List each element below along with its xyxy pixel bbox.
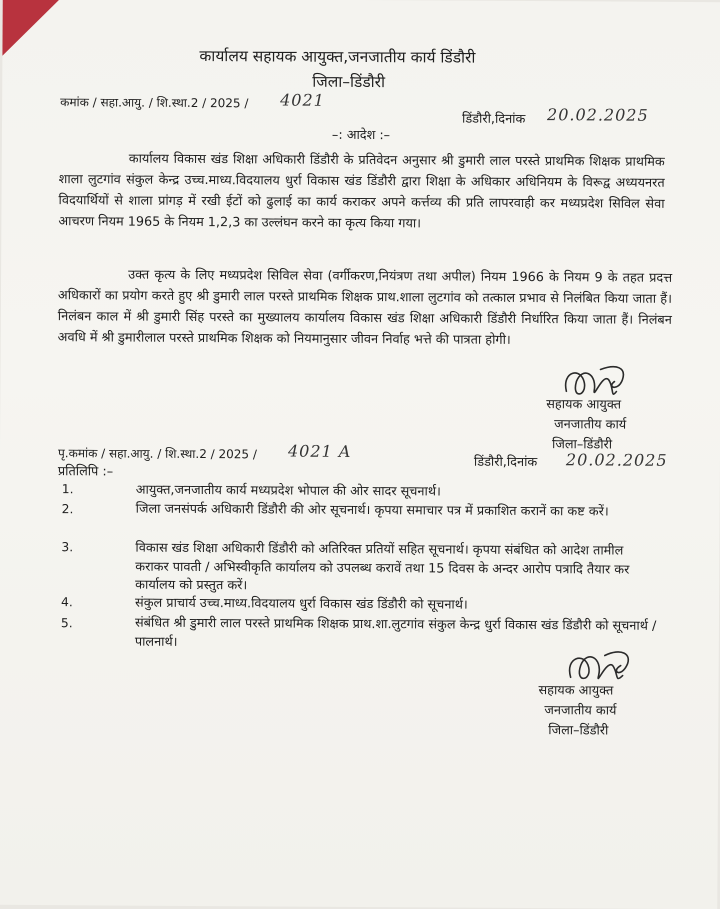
copy-item-text: विकास खंड शिक्षा अधिकारी डिंडौरी को अतिरिक्त प्रतियों सहित सूचनार्थ। कृपया संबंधित को आदेश तामील कराकर पावती / अभिस्वीकृति कार्यालय को उपलब्ध करावें तथा 15 दिवस के अन्दर आरोप पत्रादि तैयार कर कार्यालय को प्रस्तुत करें।: [135, 540, 630, 594]
copy-place-date-label: डिंडौरी,दिनांक: [473, 454, 538, 471]
copy-item-number: 4.: [61, 595, 73, 610]
order-place-date-label: डिंडौरी,दिनांक: [461, 111, 526, 128]
copy-item-text: जिला जनसंपर्क अधिकारी डिंडौरी की ओर सूचनार्थ। कृपया समाचार पत्र में प्रकाशित करानें का कष्ट करें।: [135, 501, 609, 520]
corner-fold-decoration: [2, 0, 60, 56]
order-ref-number: 4021: [280, 90, 325, 110]
order-paragraph-1: कार्यालय विकास खंड शिक्षा अधिकारी डिंडौरी के प्रतिवेदन अनुसार श्री डुमारी लाल परस्ते प्राथमिक शिक्षक प्राथमिक शाला लुटगांव संकुल केन्द्र उच्च.माध्य.विदयालय धुर्रा विकास खंड डिंडौरी द्वारा शिक्षा के अधिकार अधिनियम के विरूद्व अध्ययनरत विदयार्थियों से शाला प्रांगड़ में रखी ईटों को ढुलाई का कार्य कराकर अपने कर्त्तव्य की प्रति लापरवाही कर मध्यप्रदेश सिविल सेवा आचरण नियम 1965 के नियम 1,2,3 का उल्लंघन करने का कृत्य किया गया।: [58, 151, 665, 232]
copy-item-number: 1.: [61, 482, 74, 497]
office-heading: कार्यालय सहायक आयुक्त,जनजातीय कार्य डिंडौरी: [199, 47, 476, 67]
order-date: 20.02.2025: [547, 105, 649, 125]
order-ref-label: कमांक / सहा.आयु. / शि.स्था.2 / 2025 /: [60, 95, 249, 111]
signature-2-designation: सहायक आयुक्त: [538, 683, 614, 699]
signature-2-district: जिला–डिंडौरी: [548, 723, 609, 739]
order-paragraph-2: उक्त कृत्य के लिए मध्यप्रदेश सिविल सेवा (वर्गीकरण,नियंत्रण तथा अपील) नियम 1966 के नियम 9 के तहत प्रदत्त अधिकारों का प्रयोग करते हुए श्री डुमारी लाल परस्ते प्राथमिक शिक्षक प्राथ.शाला लुटगांव को तत्काल प्रभाव से निलंबित किया जाता हैं। निलंबन काल में श्री डुमारी सिंह परस्ते का मुख्यालय कार्यालय विकास खंड शिक्षा अधिकारी डिंडौरी निर्धारित किया जाता हैं। निलंबन अवधि में श्री डुमारीलाल परस्ते प्राथमिक शिक्षक को नियमानुसार जीवन निर्वाह भत्ते की पात्रता होगी।: [57, 267, 673, 348]
copy-prefix: प्रतिलिपि :–: [57, 464, 114, 480]
copy-item-text: संबंधित श्री डुमारी लाल परस्ते प्राथमिक शिक्षक प्राथ.शा.लुटगांव संकुल केन्द्र धुर्रा विकास खंड डिंडौरी को सूचनार्थ / पालनार्थ।: [134, 615, 657, 650]
signature-2-department: जनजातीय कार्य: [544, 703, 617, 719]
copy-ref-label: पृ.कमांक / सहा.आयु. / शि.स्था.2 / 2025 /: [57, 446, 257, 462]
copy-item-number: 3.: [61, 540, 74, 555]
order-title: –: आदेश :–: [331, 127, 391, 144]
copy-date: 20.02.2025: [565, 450, 668, 470]
copy-item-text: संकुल प्राचार्य उच्च.माध्य.विदयालय धुर्रा विकास खंड डिंडौरी को सूचनार्थ।: [135, 595, 468, 613]
signature-1-district: जिला–डिंडौरी: [552, 437, 613, 453]
district-heading: जिला–डिंडौरी: [312, 72, 386, 92]
signature-2: [3, 0, 720, 2]
copy-item-text: आयुक्त,जनजातीय कार्य मध्यप्रदेश भोपाल की ओर सादर सूचनार्थ।: [135, 482, 441, 500]
signature-1: [3, 0, 720, 2]
signature-1-designation: सहायक आयुक्त: [546, 397, 622, 413]
copy-ref-number: 4021 A: [287, 441, 352, 461]
copy-item-number: 2.: [61, 502, 74, 517]
signature-1-block: [546, 395, 626, 455]
copy-item-number: 5.: [60, 616, 73, 631]
signature-1-department: जनजातीय कार्य: [554, 417, 627, 433]
signature-2-block: [538, 681, 616, 741]
